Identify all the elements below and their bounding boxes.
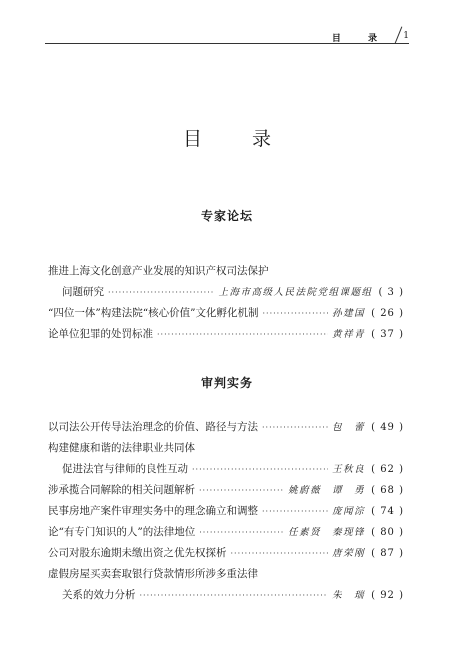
toc-entry-author: 孙建国 — [332, 308, 366, 319]
toc-entry[interactable] — [48, 440, 404, 458]
section-title-trial-practice: 审判实务 — [200, 376, 253, 390]
toc-leader-dots — [192, 465, 328, 474]
toc-leader-dots — [199, 528, 284, 537]
toc-entry-title: 涉承揽合同解除的相关问题解析 — [48, 484, 195, 496]
toc-entry-author: 姚蔚薇 谭 勇 — [288, 485, 366, 496]
toc-entry-title: 虚假房屋买卖套取银行贷款情形所涉多重法律 — [48, 568, 258, 580]
toc-entry[interactable] — [48, 524, 404, 542]
toc-entry-title: 论单位犯罪的处罚标准 — [48, 328, 153, 340]
toc-entry-title: 关系的效力分析 — [62, 589, 136, 601]
toc-entry[interactable] — [48, 566, 404, 584]
toc-entry[interactable] — [48, 305, 404, 323]
toc-entry-title: 推进上海文化创意产业发展的知识产权司法保护 — [48, 265, 269, 277]
toc-entry[interactable] — [62, 284, 404, 302]
toc-entry-author: 包 蕾 — [332, 422, 366, 433]
header-page-number: 1 — [403, 31, 409, 41]
toc-entry-title: 问题研究 — [62, 286, 104, 298]
header-rule — [45, 43, 409, 44]
toc-leader-dots — [140, 591, 329, 600]
toc-entry-title: “四位一体”构建法院“核心价值”文化孵化机制 — [48, 307, 259, 319]
toc-leader-dots — [262, 423, 328, 432]
toc-entry-page: ( 68 ) — [371, 485, 404, 496]
toc-entry[interactable] — [48, 482, 404, 500]
toc-entry-page: ( 92 ) — [371, 590, 404, 601]
toc-entry[interactable] — [48, 503, 404, 521]
toc-entry[interactable] — [48, 326, 404, 344]
toc-leader-dots — [157, 330, 328, 339]
toc-entry-page: ( 3 ) — [378, 287, 404, 298]
section-title-expert-forum: 专家论坛 — [200, 209, 253, 223]
toc-entry-page: ( 49 ) — [371, 422, 404, 433]
toc-entry[interactable] — [48, 545, 404, 563]
toc-entry-author: 王秋良 — [332, 464, 366, 475]
toc-entry-author: 任素贤 秦现锋 — [288, 527, 366, 538]
running-header — [45, 22, 409, 44]
toc-leader-dots — [262, 507, 328, 516]
toc-entry-title: 构建健康和谐的法律职业共同体 — [48, 442, 195, 454]
toc-entry-author: 黄祥青 — [332, 329, 366, 340]
toc-entry-page: ( 26 ) — [371, 308, 404, 319]
toc-entry-page: ( 87 ) — [371, 548, 404, 559]
toc-entry-author: 朱 瑞 — [332, 590, 366, 601]
toc-entry-author: 唐荣刚 — [332, 548, 366, 559]
toc-entry-title: 论“有专门知识的人”的法律地位 — [48, 526, 196, 538]
toc-entry[interactable] — [48, 419, 404, 437]
toc-leader-dots — [199, 486, 284, 495]
toc-entry-page: ( 80 ) — [371, 527, 404, 538]
toc-entry[interactable] — [62, 587, 404, 605]
toc-entry-title: 公司对股东逾期未缴出资之优先权探析 — [48, 547, 227, 559]
toc-entry-author: 庞闻淙 — [332, 506, 366, 517]
toc-leader-dots — [231, 549, 329, 558]
page-title: 目 录 — [182, 128, 294, 150]
toc-entry[interactable] — [48, 263, 404, 281]
toc-entry-author: 上海市高级人民法院党组课题组 — [218, 287, 373, 298]
toc-entry-title: 以司法公开传导法治理念的价值、路径与方法 — [48, 421, 258, 433]
toc-leader-dots — [262, 309, 328, 318]
header-label: 目 录 — [331, 34, 389, 44]
toc-entry-page: ( 37 ) — [371, 329, 404, 340]
header-slash-divider — [395, 26, 403, 43]
toc-entry-title: 民事房地产案件审理实务中的理念确立和调整 — [48, 505, 258, 517]
toc-entry-title: 促进法官与律师的良性互动 — [62, 463, 188, 475]
toc-entry-page: ( 62 ) — [371, 464, 404, 475]
toc-entry-page: ( 74 ) — [371, 506, 404, 517]
toc-entry[interactable] — [62, 461, 404, 479]
toc-leader-dots — [108, 288, 214, 297]
